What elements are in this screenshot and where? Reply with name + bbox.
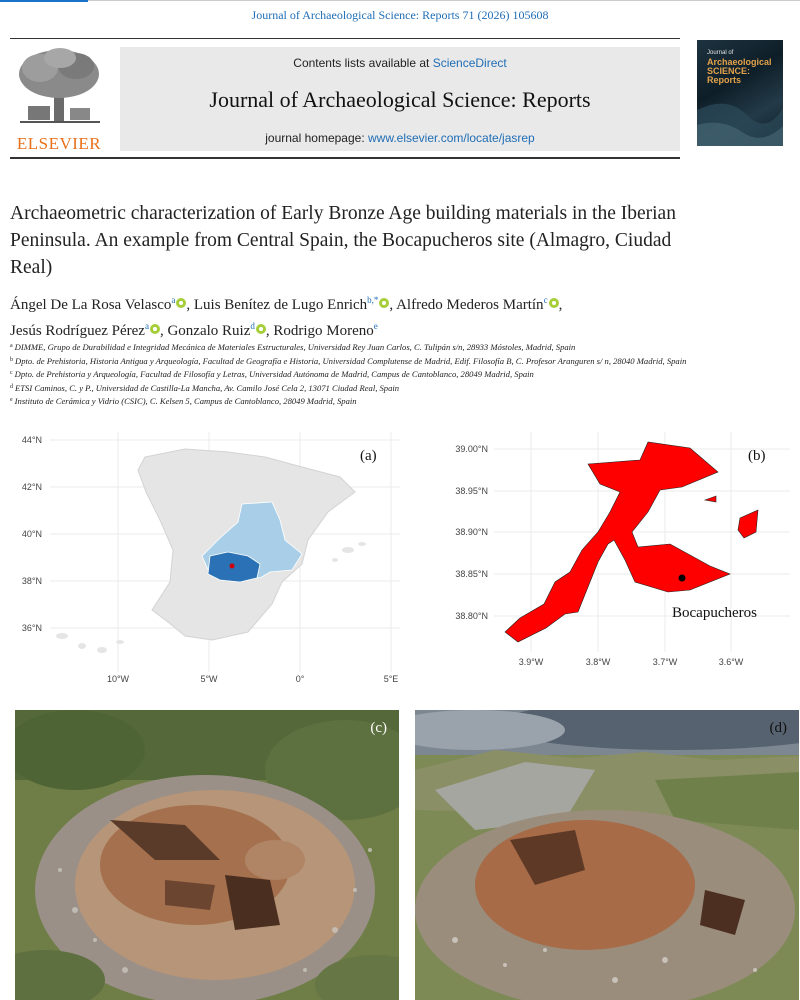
x-tick-label: 10°W (106, 674, 130, 684)
orcid-icon[interactable] (549, 298, 559, 308)
affiliation-sup: e (10, 397, 13, 403)
site-photo-c (15, 710, 399, 1000)
author-affil-sup[interactable]: b,* (367, 295, 379, 305)
panel-label-c: (c) (370, 720, 387, 736)
affiliation-text: DIMME, Grupo de Durabilidad e Integridad Mecánica de Materiales Estructurales, Universidad Rey Juan Carlos, C. Tulipán s/n, 28933 Móstoles, Madrid, Spain (14, 342, 576, 352)
enclave (705, 496, 716, 502)
author-name[interactable]: Gonzalo Ruiz (167, 323, 251, 339)
y-tick-label: 38°N (21, 576, 42, 586)
photo-c-image (15, 710, 399, 1000)
author-name[interactable]: Jesús Rodríguez Pérez (10, 323, 145, 339)
photo-d-image (415, 710, 799, 1000)
x-tick-label: 0° (295, 674, 305, 684)
author-name[interactable]: Alfredo Mederos Martín (396, 297, 544, 313)
site-photo-d (415, 710, 799, 1000)
orcid-icon[interactable] (256, 324, 266, 334)
top-rule (0, 0, 800, 2)
homepage-link[interactable]: www.elsevier.com/locate/jasrep (368, 131, 535, 145)
masthead-bottom-rule (10, 157, 680, 159)
affiliation-item (10, 340, 790, 354)
affiliation-text: Instituto de Cerámica y Vidrio (CSIC), C. Kelsen 5, Campus de Cantoblanco, 28049 Madrid, Spain (14, 396, 357, 406)
top-rule-line (88, 0, 800, 1)
top-rule-accent (0, 0, 88, 2)
y-tick-label: 38.85°N (455, 569, 488, 579)
author-name[interactable]: Rodrigo Moreno (273, 323, 374, 339)
affiliation-text: Dpto. de Prehistoria, Historia Antigua y Arqueología, Facultad de Geografía e Historia, Universidad Complutense de Madrid, Edif. Filosofía B, C. Profesor Aranguren s/ n, 28040 Madrid, Spain (15, 355, 687, 366)
panel-label-b: (b) (748, 448, 766, 464)
author-list: Ángel De La Rosa Velasco$^a$ , Luis Benítez de Lugo Enrich$^{b,*}$ , Alfredo Mederos Martín$^c$ , Jesús Rodríguez Pérez$^a$ , Gonzalo Ruiz$^d$ , Rodrigo Moreno$^e$ (10, 295, 563, 339)
affiliation-sup: d (10, 383, 13, 390)
x-tick-label: 5°W (200, 674, 218, 684)
affiliation-item (10, 394, 790, 408)
sciencedirect-link[interactable]: ScienceDirect (432, 56, 507, 70)
panel-label-d: (d) (769, 720, 787, 736)
y-tick-label: 38.95°N (455, 486, 488, 496)
site-label: Bocapucheros (672, 605, 757, 621)
y-tick-label: 36°N (21, 623, 42, 633)
author-name[interactable]: Ángel De La Rosa Velasco (10, 297, 172, 313)
orcid-icon[interactable] (379, 298, 389, 308)
author-affil-sup[interactable]: e (373, 321, 378, 331)
site-marker (230, 564, 235, 569)
author-affil-sup[interactable]: c (543, 295, 548, 305)
y-tick-label: 39.00°N (455, 444, 488, 454)
enclave (738, 510, 758, 538)
affiliation-list (10, 340, 790, 408)
journal-cover[interactable] (697, 40, 783, 146)
elsevier-wordmark: ELSEVIER (16, 134, 102, 153)
masthead (10, 38, 680, 158)
journal-banner (120, 47, 680, 151)
author-affil-sup[interactable]: a (171, 295, 176, 305)
cover-title: Archaeological SCIENCE: Reports (707, 57, 772, 85)
elsevier-logo (10, 46, 110, 156)
affiliation-item (10, 354, 790, 368)
y-tick-label: 40°N (21, 529, 42, 539)
masthead-top-rule (10, 38, 680, 39)
contents-prefix: Contents lists available at (293, 56, 433, 70)
x-tick-label: 3.8°W (585, 657, 611, 667)
orcid-icon[interactable] (176, 298, 186, 308)
orcid-icon[interactable] (150, 324, 160, 334)
panel-label-a: (a) (360, 448, 377, 464)
x-tick-label: 5°E (383, 674, 399, 684)
affiliation-sup: c (10, 370, 13, 376)
article-title: Archaeometric characterization of Early Bronze Age building materials in the Iberian Peninsula. An example from Central Spain, the Bocapucheros site (Almagro, Ciudad Real) (10, 203, 676, 278)
x-tick-label: 3.6°W (718, 657, 744, 667)
map-spain (10, 432, 400, 692)
y-tick-label: 38.90°N (455, 527, 488, 537)
affiliation-sup: b (10, 356, 13, 363)
author-affil-sup[interactable]: d (250, 321, 255, 331)
affiliation-item (10, 381, 790, 395)
journal-reference[interactable]: Journal of Archaeological Science: Reports 71 (2026) 105608 (251, 8, 549, 22)
affiliation-sup: a (10, 343, 13, 349)
affiliation-text: Dpto. de Prehistoria y Arqueología, Facultad de Filosofía y Letras, Universidad Autónoma de Madrid, Campus de Cantoblanco, 28049 Madrid, Spain (14, 369, 534, 379)
author-name[interactable]: Luis Benítez de Lugo Enrich (193, 297, 368, 313)
author-affil-sup[interactable]: a (144, 321, 149, 331)
journal-title: Journal of Archaeological Science: Reports (209, 87, 591, 112)
affiliation-text: ETSI Caminos, C. y P., Universidad de Castilla-La Mancha, Av. Camilo José Cela 2, 13071 Ciudad Real, Spain (15, 382, 400, 393)
x-tick-label: 3.9°W (518, 657, 544, 667)
affiliation-item (10, 367, 790, 381)
cover-top-text: Journal of (707, 50, 734, 56)
contents-line (120, 56, 680, 70)
y-tick-label: 42°N (21, 482, 42, 492)
x-tick-label: 3.7°W (652, 657, 678, 667)
tree-icon (10, 46, 110, 126)
bocapucheros-marker (679, 575, 686, 582)
map-municipality (420, 432, 790, 692)
homepage-prefix: journal homepage: (265, 131, 368, 145)
cover-artwork (697, 40, 783, 146)
y-tick-label: 44°N (21, 435, 42, 445)
y-tick-label: 38.80°N (455, 611, 488, 621)
homepage-line (120, 131, 680, 145)
